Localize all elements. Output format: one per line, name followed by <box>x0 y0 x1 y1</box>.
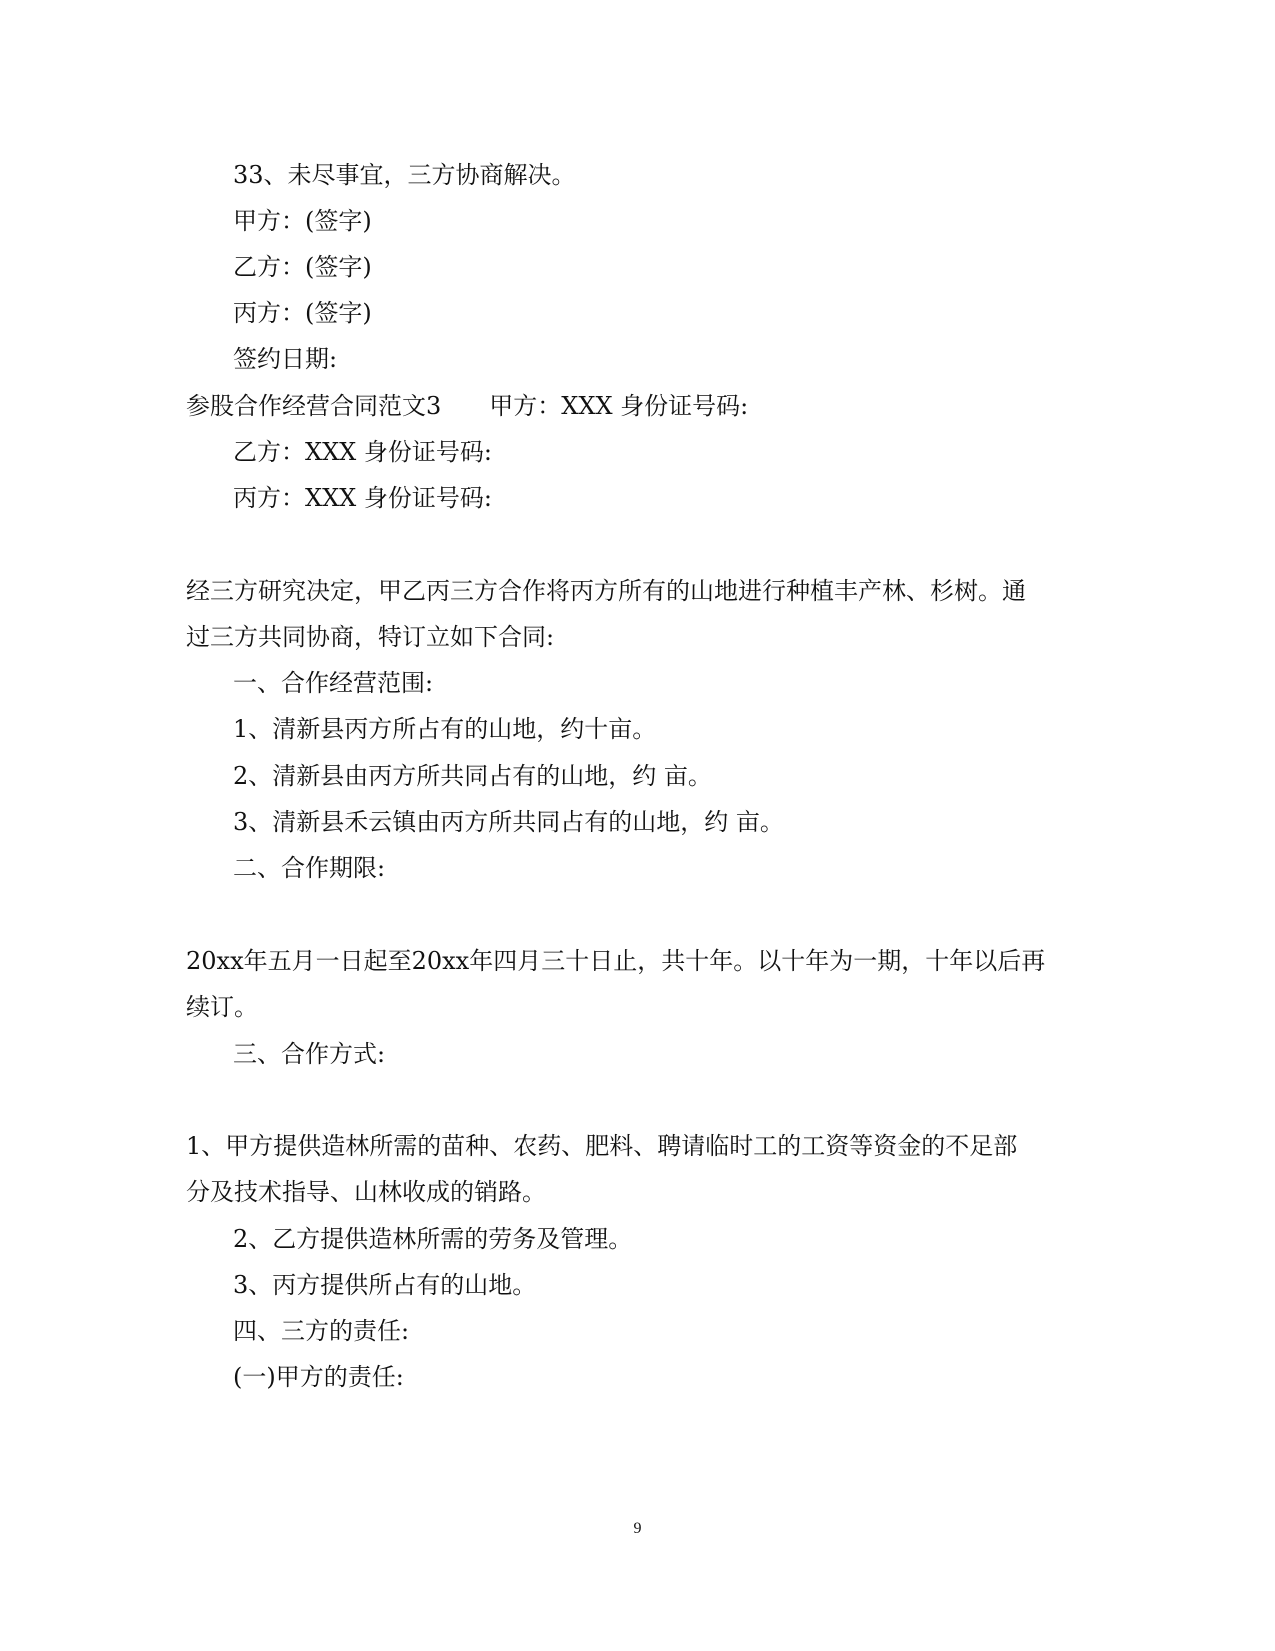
scope-item-1: 1、清新县丙方所占有的山地，约十亩。 <box>233 715 657 743</box>
section-1-heading: 一、合作经营范围: <box>233 669 434 697</box>
party-a-responsibility-heading: (一)甲方的责任: <box>233 1363 404 1391</box>
scope-item-3: 3、清新县禾云镇由丙方所共同占有的山地，约 亩。 <box>233 808 784 836</box>
party-b-signature: 乙方：(签字) <box>233 253 372 281</box>
section-4-heading: 四、三方的责任: <box>233 1317 410 1345</box>
clause-33: 33、未尽事宜，三方协商解决。 <box>233 161 576 189</box>
scope-item-2: 2、清新县由丙方所共同占有的山地，约 亩。 <box>233 762 712 790</box>
party-c-id: 丙方：XXX 身份证号码: <box>233 484 492 512</box>
contract-heading: 参股合作经营合同范文3 甲方：XXX 身份证号码: <box>186 392 749 420</box>
section-2-heading: 二、合作期限: <box>233 854 386 882</box>
page-number: 9 <box>633 1520 642 1537</box>
party-c-signature: 丙方：(签字) <box>233 299 372 327</box>
intro-paragraph-line-1: 经三方研究决定，甲乙丙三方合作将丙方所有的山地进行种植丰产林、杉树。通 <box>186 577 1026 605</box>
method-item-3: 3、丙方提供所占有的山地。 <box>233 1271 537 1299</box>
party-b-id: 乙方：XXX 身份证号码: <box>233 438 492 466</box>
method-item-1-line-1: 1、甲方提供造林所需的苗种、农药、肥料、聘请临时工的工资等资金的不足部 <box>186 1132 1018 1160</box>
signing-date: 签约日期: <box>233 345 338 373</box>
method-item-2: 2、乙方提供造林所需的劳务及管理。 <box>233 1225 633 1253</box>
term-paragraph-line-2: 续订。 <box>186 993 258 1021</box>
intro-paragraph-line-2: 过三方共同协商，特订立如下合同: <box>186 623 555 651</box>
party-a-signature: 甲方：(签字) <box>233 207 372 235</box>
method-item-1-line-2: 分及技术指导、山林收成的销路。 <box>186 1178 546 1206</box>
term-paragraph-line-1: 20xx年五月一日起至20xx年四月三十日止，共十年。以十年为一期，十年以后再 <box>186 947 1046 975</box>
section-3-heading: 三、合作方式: <box>233 1040 386 1068</box>
